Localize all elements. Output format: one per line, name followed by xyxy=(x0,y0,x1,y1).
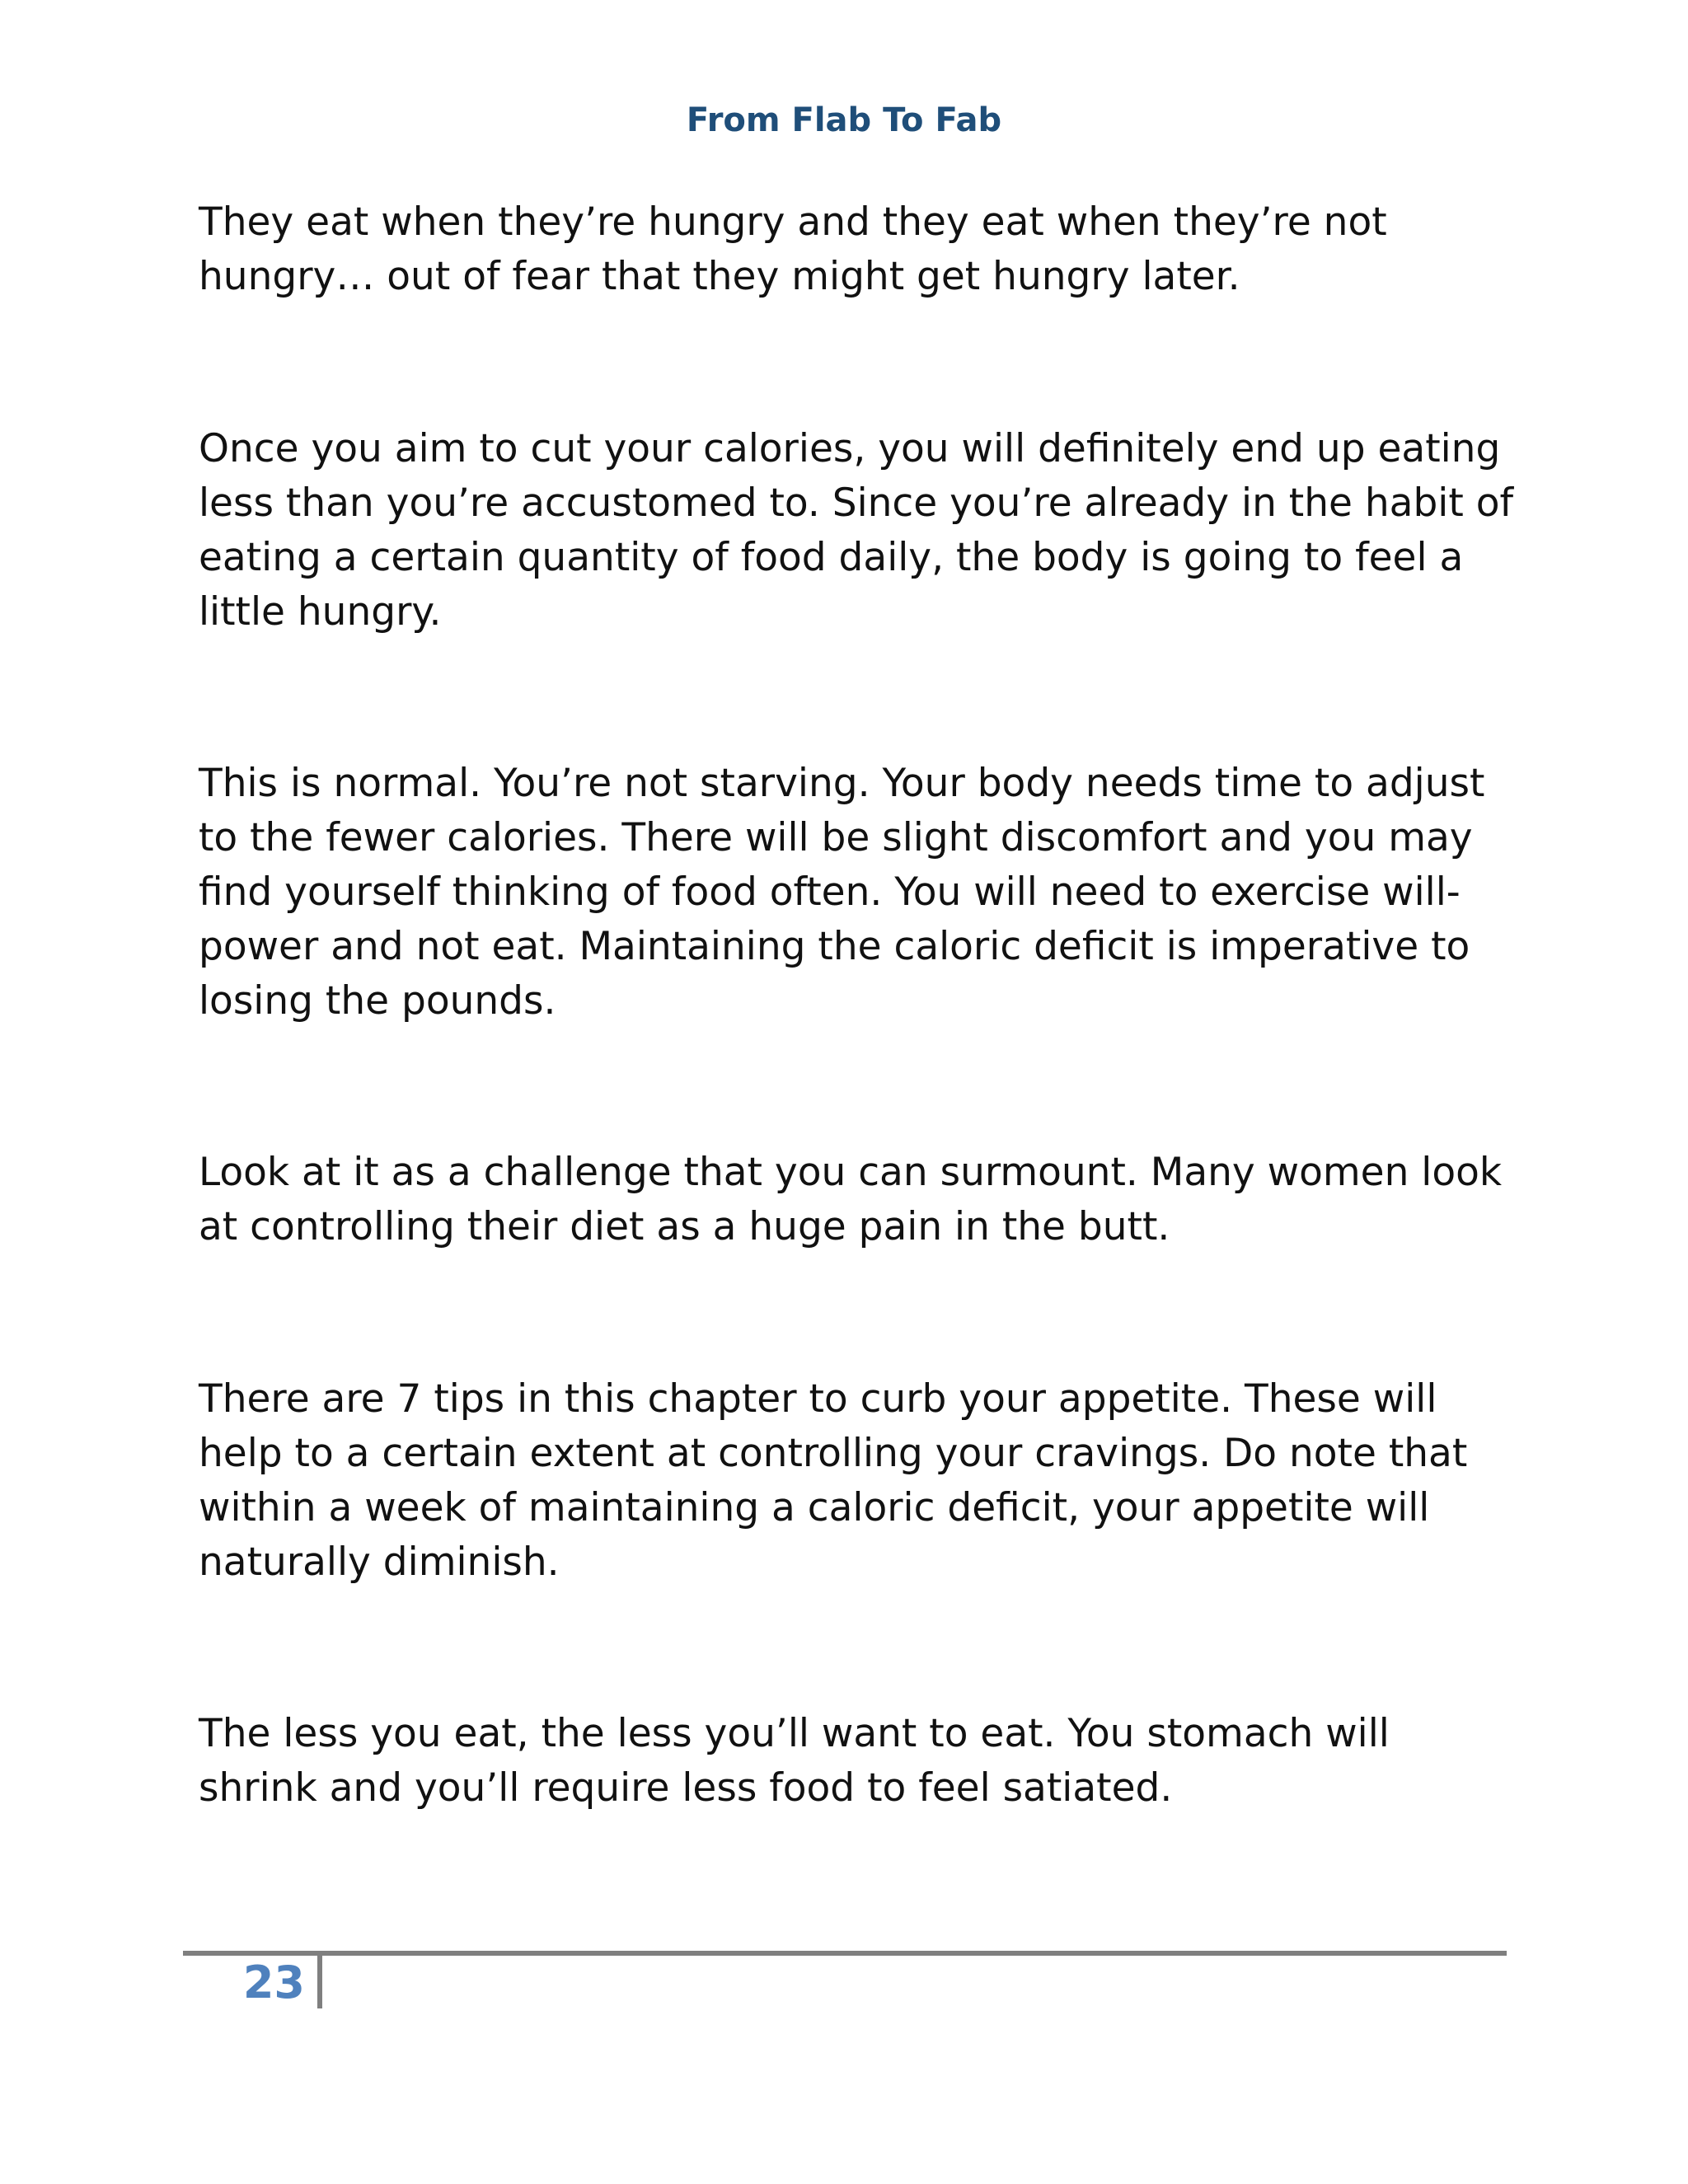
running-header-title: From Flab To Fab xyxy=(686,101,1002,139)
footer-rule xyxy=(183,1951,1507,1956)
paragraph-2: Once you aim to cut your calories, you will definitely end up eating less than you’re accustomed to. Since you’re already in the habit of eating a certain quantity of food daily, the body is going to feel a little hungry. xyxy=(199,426,1514,635)
paragraph-4: Look at it as a challenge that you can surmount. Many women look at controlling their diet as a huge pain in the butt. xyxy=(199,1150,1503,1249)
paragraph-5: There are 7 tips in this chapter to curb your appetite. These will help to a certain extent at controlling your cravings. Do note that within a week of maintaining a caloric deficit, your appetite will naturally diminish. xyxy=(199,1376,1468,1585)
page-number-separator xyxy=(317,1956,322,2008)
paragraph-1: They eat when they’re hungry and they eat when they’re not hungry… out of fear that they might get hungry later. xyxy=(199,199,1387,299)
paragraph-6: The less you eat, the less you’ll want to eat. You stomach will shrink and you’ll require less food to feel satiated. xyxy=(199,1711,1390,1811)
page-number: 23 xyxy=(242,1957,305,2008)
paragraph-3: This is normal. You’re not starving. Your body needs time to adjust to the fewer calories. There will be slight discomfort and you may find yourself thinking of food often. You will need to exercise will-power and not eat. Maintaining the caloric deficit is imperative to losing the pounds. xyxy=(199,761,1485,1024)
